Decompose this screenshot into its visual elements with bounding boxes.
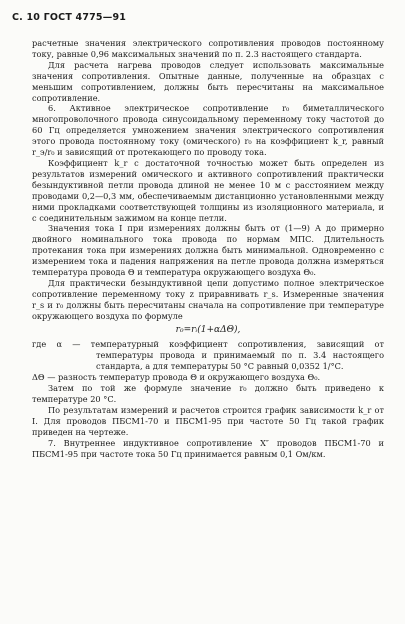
paragraph: Для расчета нагрева проводов следует использовать максимальные значения сопротивления. Опытные данные, полученные на образцах с меньшим сопротивлением, должны быть пересчитаны на максимальное сопротивление. xyxy=(32,59,384,103)
paragraph: 7. Внутреннее индуктивное сопротивление X″ проводов ПБСМ1-70 и ПБСМ1-95 при частоте тока 50 Гц принимается равным 0,1 Ом/км. xyxy=(32,437,384,459)
page-header: С. 10 ГОСТ 4775—91 xyxy=(12,12,127,23)
formula: r₀=rᵢ(1+αΔΘ), xyxy=(175,324,241,335)
paragraph: Для практически безындуктивной цепи допустимо полное электрическое сопротивление переменному току z приравнивать r_s. Измеренные значения r_s и r₀ должны быть пересчитаны сначала на сопротивление при температуре окружающего воздуха по формуле xyxy=(32,277,384,321)
paragraph: 6. Активное электрическое сопротивление r₀ биметаллического многопроволочного провода синусоидальному переменному току частотой до 60 Гц определяется умножением значения электрического сопротивления этого провода постоянному току (омического) r₀ на коэффициент k_r, равный r_э/r₀ и зависящий от протекающего по проводу тока. xyxy=(32,103,384,158)
paragraph: По результатам измерений и расчетов строится график зависимости k_r от I. Для проводов ПБСМ1-70 и ПБСМ1-95 при частоте 50 Гц такой график приведен на чертеже. xyxy=(32,404,384,437)
paragraph: Затем по той же формуле значение r₀ должно быть приведено к температуре 20 °С. xyxy=(32,383,384,404)
definition-alpha: где α — температурный коэффициент сопротивления, зависящий от температуры провода и принимаемый по п. 3.4 настоящего стандарта, а для температуры 50 °С равный 0,0352 1/°С. xyxy=(32,339,384,372)
paragraph: расчетные значения электрического сопротивления проводов постоянному току, равные 0,96 максимальных значений по п. 2.3 настоящего стандарта. xyxy=(32,38,384,59)
definition-delta: ΔΘ — разность температур провода Θ и окружающего воздуха Θ₀. xyxy=(32,372,321,383)
paragraph: Значения тока I при измерениях должны быть от (1—9) А до примерно двойного номинального тока провода по нормам МПС. Длительность протекания тока при измерениях должна быть минимальной. Одновременно с измерением тока и падения напряжения на петле провода должна измеряться температура провода Θ и температура окружающего воздуха Θ₀. xyxy=(32,223,384,278)
paragraph: Коэффициент k_r с достаточной точностью может быть определен из результатов измерений омического и активного сопротивлений практически безындуктивной петли провода длиной не менее 10 м с расстоянием между проводами 0,2—0,3 мм, обеспечиваемым дистанционно установленными между ними прокладками соответствующей толщины из изоляционного материала, и с соединительным зажимом на конце петли. xyxy=(32,157,384,223)
document-body xyxy=(32,38,384,459)
